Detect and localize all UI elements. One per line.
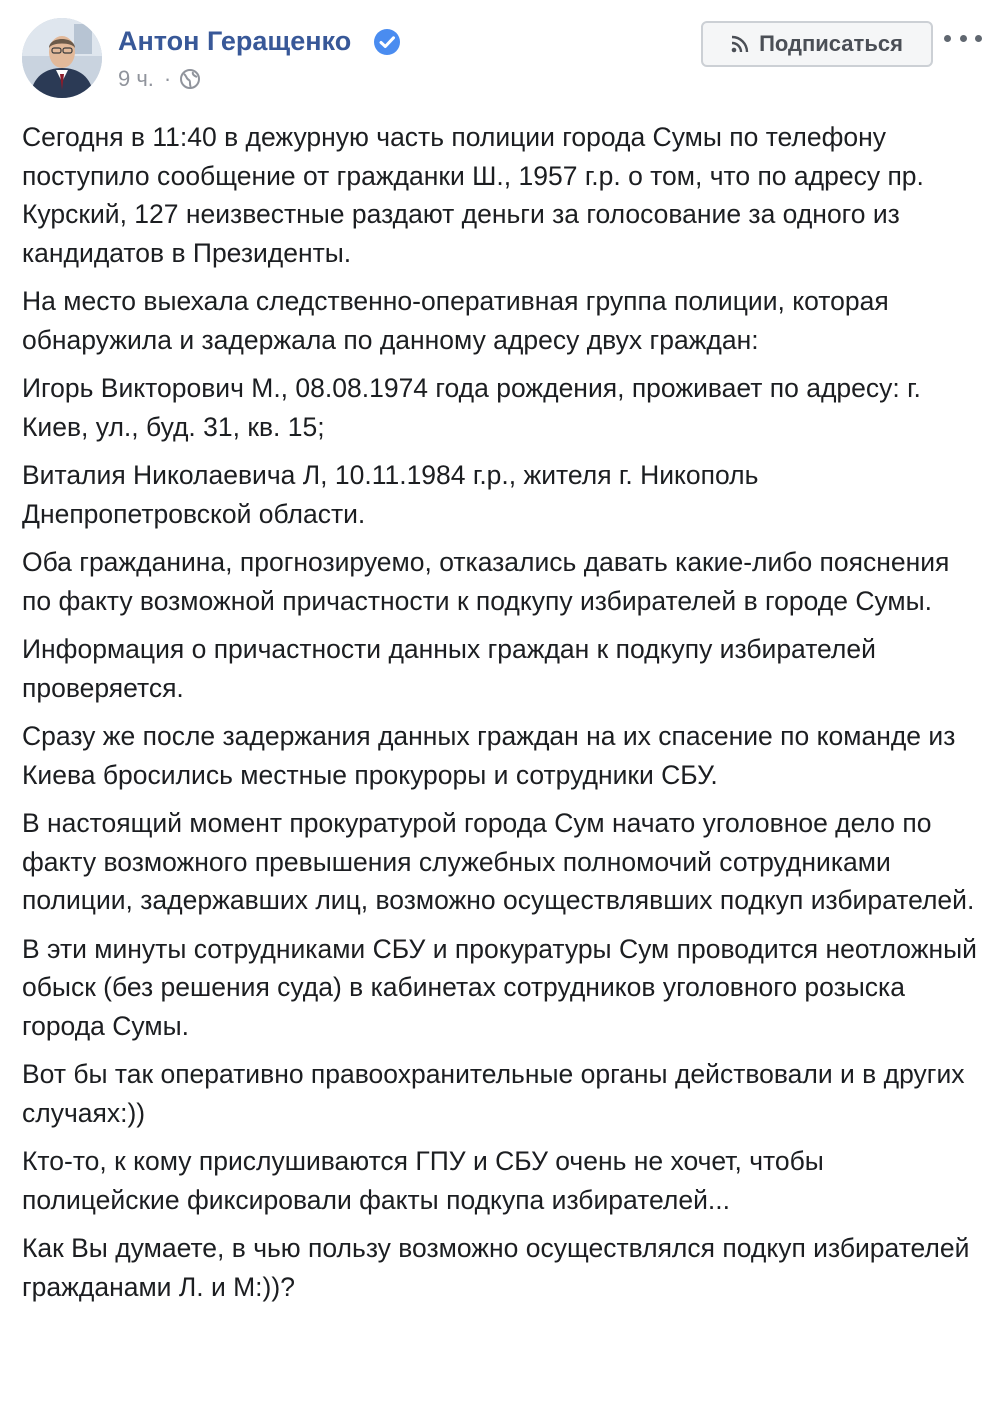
- post-header: [0, 0, 992, 110]
- post-paragraph: Кто-то, к кому прислушиваются ГПУ и СБУ очень не хочет, чтобы полицейские фиксировали факты подкупа избирателей...: [22, 1146, 824, 1215]
- post-timestamp[interactable]: 9 ч.: [118, 66, 154, 91]
- post-paragraph: Вот бы так оперативно правоохранительные органы действовали и в других случаях:)): [22, 1059, 965, 1128]
- meta-separator: ·: [163, 66, 172, 91]
- post-paragraph: В эти минуты сотрудниками СБУ и прокуратуры Сум проводится неотложный обыск (без решения суда) в кабинетах сотрудников уголовного розыска города Сумы.: [22, 933, 977, 1041]
- follow-button[interactable]: [701, 21, 933, 67]
- avatar[interactable]: [22, 18, 102, 98]
- post-paragraph: Сегодня в 11:40 в дежурную часть полиции города Сумы по телефону поступило сообщение от гражданки Ш., 1957 г.р. о том, что по адресу пр. Курский, 127 неизвестные раздают деньги за голосование за одного из кандидатов в Президенты.: [22, 122, 924, 268]
- more-dot: [975, 35, 982, 42]
- post-paragraph: В настоящий момент прокуратурой города Сум начато уголовное дело по факту возможного превышения служебных полномочий сотрудниками полиции, задержавших лиц, возможно осуществлявших подкуп избирателей.: [22, 808, 975, 915]
- rss-icon: [731, 35, 749, 53]
- follow-button-label: Подписаться: [759, 31, 903, 56]
- post-text: [22, 118, 977, 1316]
- post-paragraph: Виталия Николаевича Л, 10.11.1984 г.р., жителя г. Никополь Днепропетровской области.: [22, 460, 759, 529]
- post-paragraph: Как Вы думаете, в чью пользу возможно осуществлялся подкуп избирателей гражданами Л. и М:))?: [22, 1233, 970, 1302]
- post-paragraph: Информация о причастности данных граждан к подкупу избирателей проверяется.: [22, 634, 876, 703]
- globe-icon[interactable]: [179, 68, 201, 90]
- author-name[interactable]: Антон Геращенко: [118, 26, 352, 56]
- verified-badge-icon: [373, 28, 401, 56]
- post-paragraph: На место выехала следственно-оперативная группа полиции, которая обнаружила и задержала по данному адресу двух граждан:: [22, 286, 889, 355]
- post-paragraph: Игорь Викторович М., 08.08.1974 года рождения, проживает по адресу: г. Киев, ул., буд. 31, кв. 15;: [22, 373, 921, 442]
- more-options-icon[interactable]: [944, 24, 982, 52]
- more-dot: [944, 35, 951, 42]
- post-meta: [118, 66, 201, 92]
- avatar-image: [22, 18, 102, 98]
- post-paragraph: Сразу же после задержания данных граждан на их спасение по команде из Киева бросились местные прокуроры и сотрудники СБУ.: [22, 721, 956, 790]
- more-dot: [960, 35, 967, 42]
- post-paragraph: Оба гражданина, прогнозируемо, отказались давать какие-либо пояснения по факту возможной причастности к подкупу избирателей в городе Сумы.: [22, 547, 950, 616]
